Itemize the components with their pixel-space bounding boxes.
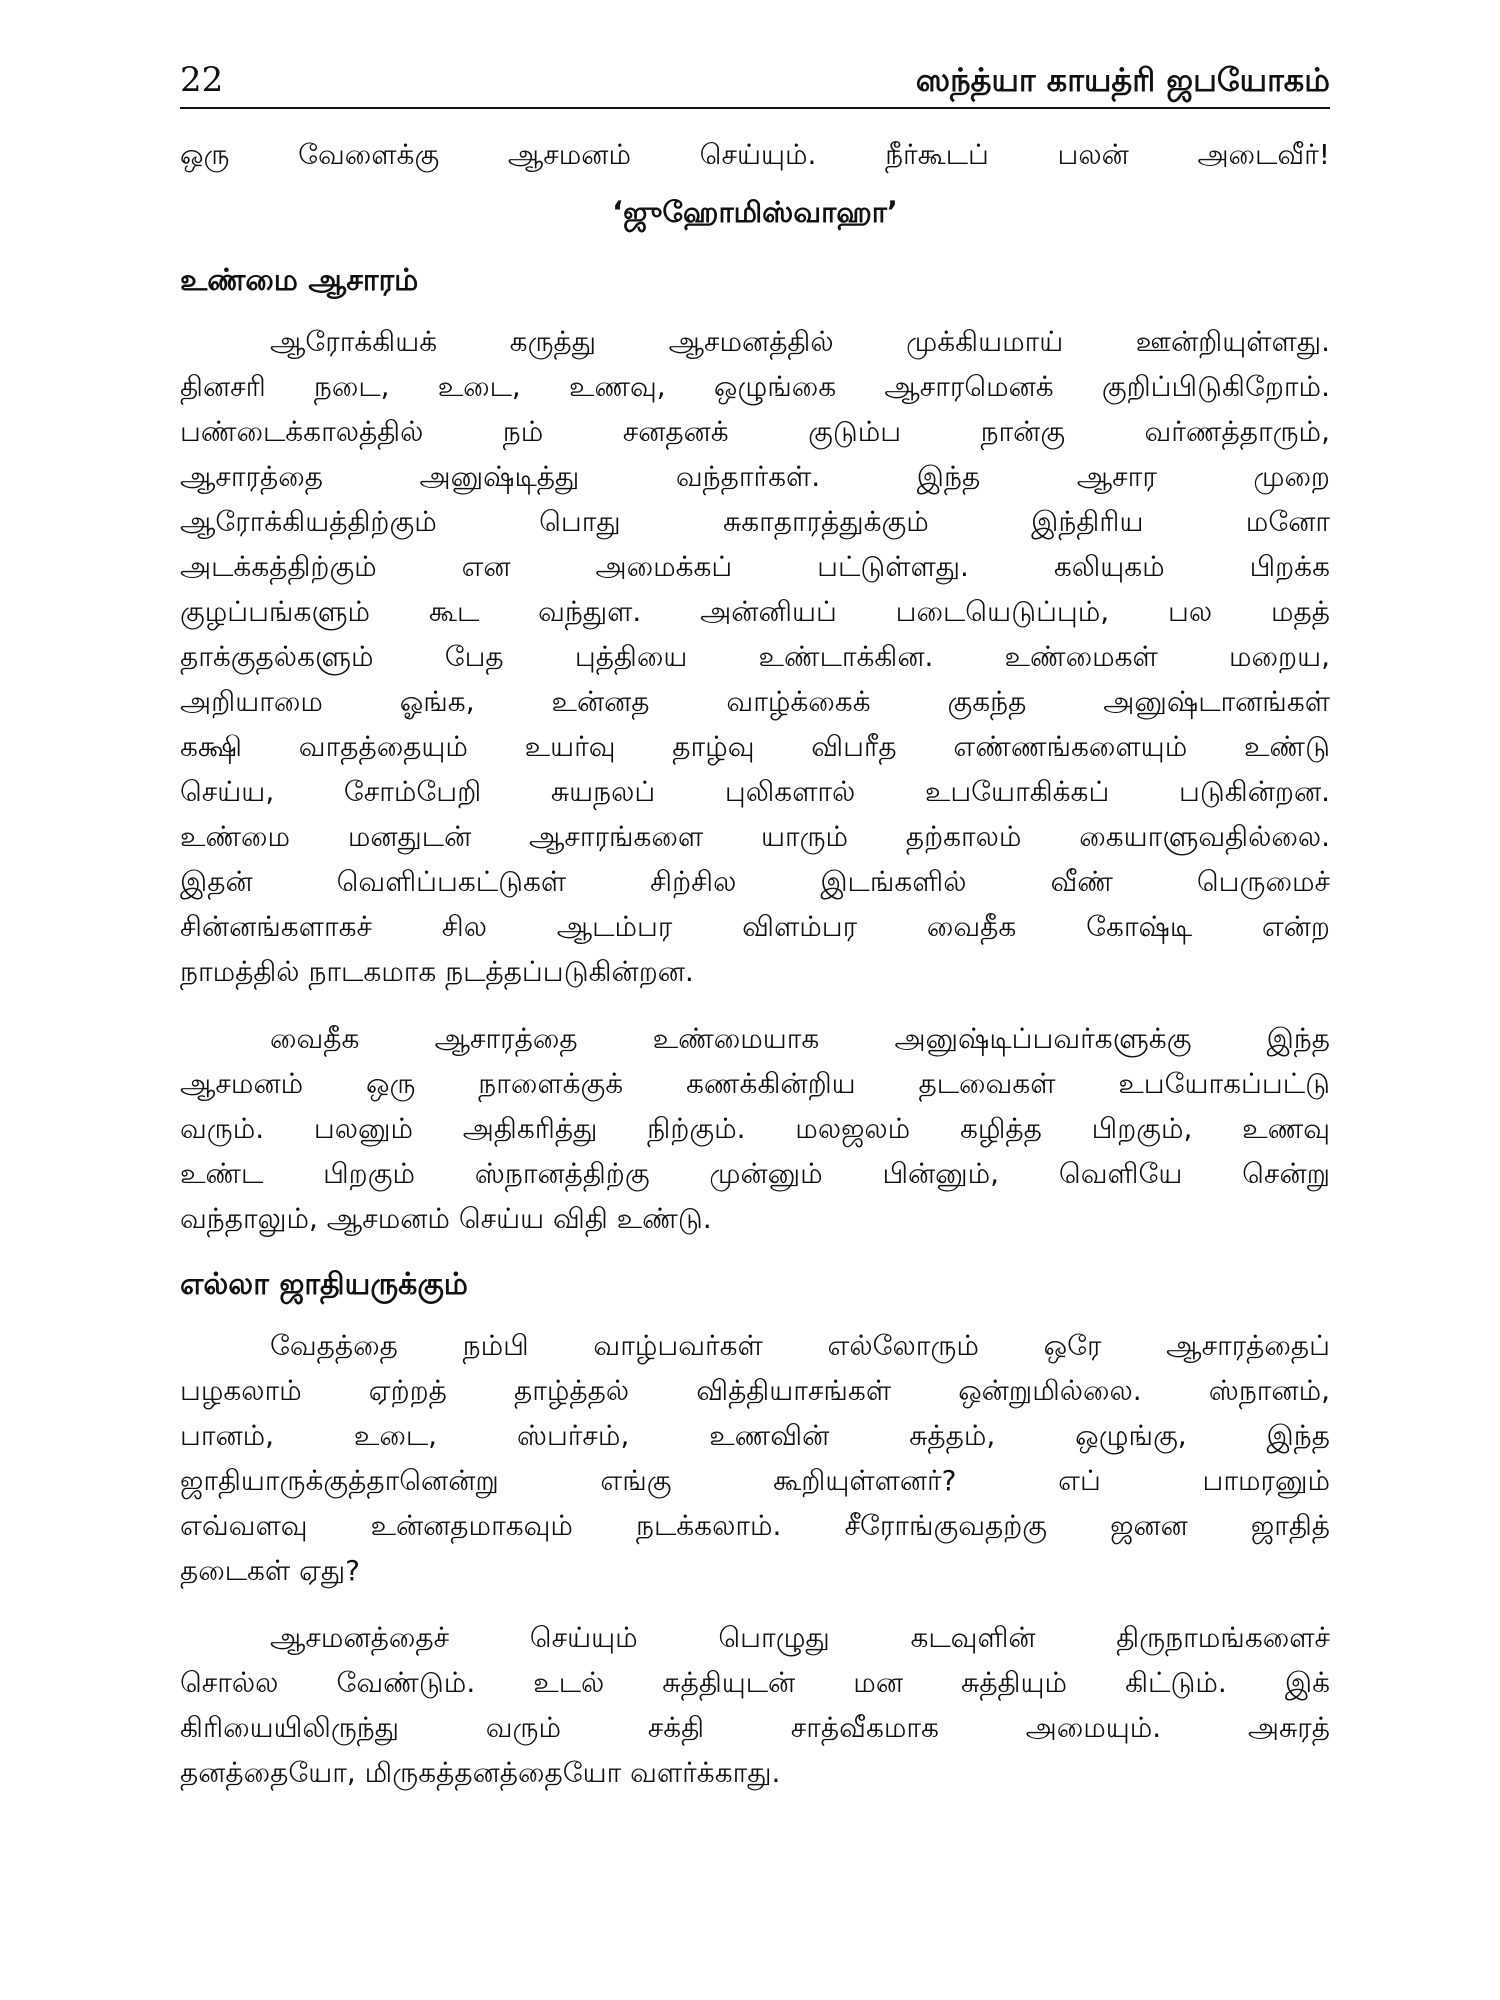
paragraph-line: பண்டைக்காலத்தில் நம் சனதனக் குடும்ப நான்கு வர்ணத்தாரும், (180, 415, 1330, 448)
paragraph (180, 1615, 1330, 1795)
paragraph (180, 1016, 1330, 1241)
paragraph-line: ஆரோக்கியத்திற்கும் பொது சுகாதாரத்துக்கும் இந்திரிய மனோ (180, 505, 1330, 538)
paragraph-line: கிரியையிலிருந்து வரும் சக்தி சாத்வீகமாக அமையும். அசுரத் (180, 1711, 1330, 1744)
paragraph-line: தனத்தையோ, மிருகத்தனத்தையோ வளர்க்காது. (180, 1756, 781, 1789)
paragraph-line: தினசரி நடை, உடை, உணவு, ஒழுங்கை ஆசாரமெனக் குறிப்பிடுகிறோம். (180, 370, 1330, 403)
mantra-line: ‘ஜுஹோமிஸ்வாஹா’ (612, 195, 898, 229)
header-rule (180, 107, 1330, 109)
paragraph-line: எவ்வளவு உன்னதமாகவும் நடக்கலாம். சீரோங்குவதற்கு ஜனன ஜாதித் (180, 1509, 1330, 1542)
paragraph-line: சின்னங்களாகச் சில ஆடம்பர விளம்பர வைதீக கோஷ்டி என்ற (180, 910, 1330, 943)
paragraph-line: கக்ஷி வாதத்தையும் உயர்வு தாழ்வு விபரீத எண்ணங்களையும் உண்டு (180, 730, 1330, 763)
paragraph-line: சொல்ல வேண்டும். உடல் சுத்தியுடன் மன சுத்தியும் கிட்டும். இக் (180, 1666, 1330, 1699)
page-body (180, 132, 1330, 1795)
page-header (180, 58, 1330, 118)
section-heading-true-acharam: உண்மை ஆசாரம் (180, 263, 419, 298)
paragraph-line: இதன் வெளிப்பகட்டுகள் சிற்சில இடங்களில் வீண் பெருமைச் (180, 865, 1330, 898)
paragraph-line: நாமத்தில் நாடகமாக நடத்தப்படுகின்றன. (180, 955, 694, 988)
paragraph-line: வந்தாலும், ஆசமனம் செய்ய விதி உண்டு. (180, 1202, 712, 1235)
page-number: 22 (180, 60, 224, 100)
section-heading-all-castes: எல்லா ஜாதியருக்கும் (180, 1267, 468, 1302)
paragraph-line: பழகலாம் ஏற்றத் தாழ்த்தல் வித்தியாசங்கள் ஒன்றுமில்லை. ஸ்நானம், (180, 1374, 1330, 1407)
paragraph-line: செய்ய, சோம்பேறி சுயநலப் புலிகளால் உபயோகிக்கப் படுகின்றன. (180, 775, 1330, 808)
paragraph-line: குழப்பங்களும் கூட வந்துள. அன்னியப் படையெடுப்பும், பல மதத் (180, 595, 1330, 628)
paragraph-line: ஜாதியாருக்குத்தானென்று எங்கு கூறியுள்ளனர்? எப் பாமரனும் (180, 1464, 1330, 1497)
paragraph-line: ஆசாரத்தை அனுஷ்டித்து வந்தார்கள். இந்த ஆசார முறை (180, 460, 1330, 493)
paragraph-line: தாக்குதல்களும் பேத புத்தியை உண்டாக்கின. உண்மைகள் மறைய, (180, 640, 1330, 673)
intro-line: ஒரு வேளைக்கு ஆசமனம் செய்யும். நீர்கூடப் பலன் அடைவீர்! (180, 138, 1330, 171)
running-title: ஸந்த்யா காயத்ரி ஜபயோகம் (915, 61, 1330, 99)
paragraph-line: அறியாமை ஓங்க, உன்னத வாழ்க்கைக் குகந்த அனுஷ்டானங்கள் (180, 685, 1330, 718)
paragraph-line: வரும். பலனும் அதிகரித்து நிற்கும். மலஜலம் கழித்த பிறகும், உணவு (180, 1112, 1330, 1145)
paragraph-line: ஆரோக்கியக் கருத்து ஆசமனத்தில் முக்கியமாய் ஊன்றியுள்ளது. (270, 325, 1330, 358)
paragraph-line: உண்மை மனதுடன் ஆசாரங்களை யாரும் தற்காலம் கையாளுவதில்லை. (180, 820, 1330, 853)
paragraph-line: ஆசமனம் ஒரு நாளைக்குக் கணக்கின்றிய தடவைகள் உபயோகப்பட்டு (180, 1067, 1330, 1100)
paragraph-line: தடைகள் ஏது? (180, 1554, 361, 1587)
paragraph-line: வைதீக ஆசாரத்தை உண்மையாக அனுஷ்டிப்பவர்களுக்கு இந்த (270, 1022, 1330, 1055)
paragraph-line: வேதத்தை நம்பி வாழ்பவர்கள் எல்லோரும் ஒரே ஆசாரத்தைப் (270, 1329, 1330, 1362)
paragraph-line: அடக்கத்திற்கும் என அமைக்கப் பட்டுள்ளது. கலியுகம் பிறக்க (180, 550, 1330, 583)
paragraph-line: ஆசமனத்தைச் செய்யும் பொழுது கடவுளின் திருநாமங்களைச் (270, 1621, 1330, 1654)
paragraph-line: பானம், உடை, ஸ்பர்சம், உணவின் சுத்தம், ஒழுங்கு, இந்த (180, 1419, 1330, 1452)
paragraph-line: உண்ட பிறகும் ஸ்நானத்திற்கு முன்னும் பின்னும், வெளியே சென்று (180, 1157, 1330, 1190)
paragraph (180, 1323, 1330, 1593)
paragraph (180, 319, 1330, 994)
